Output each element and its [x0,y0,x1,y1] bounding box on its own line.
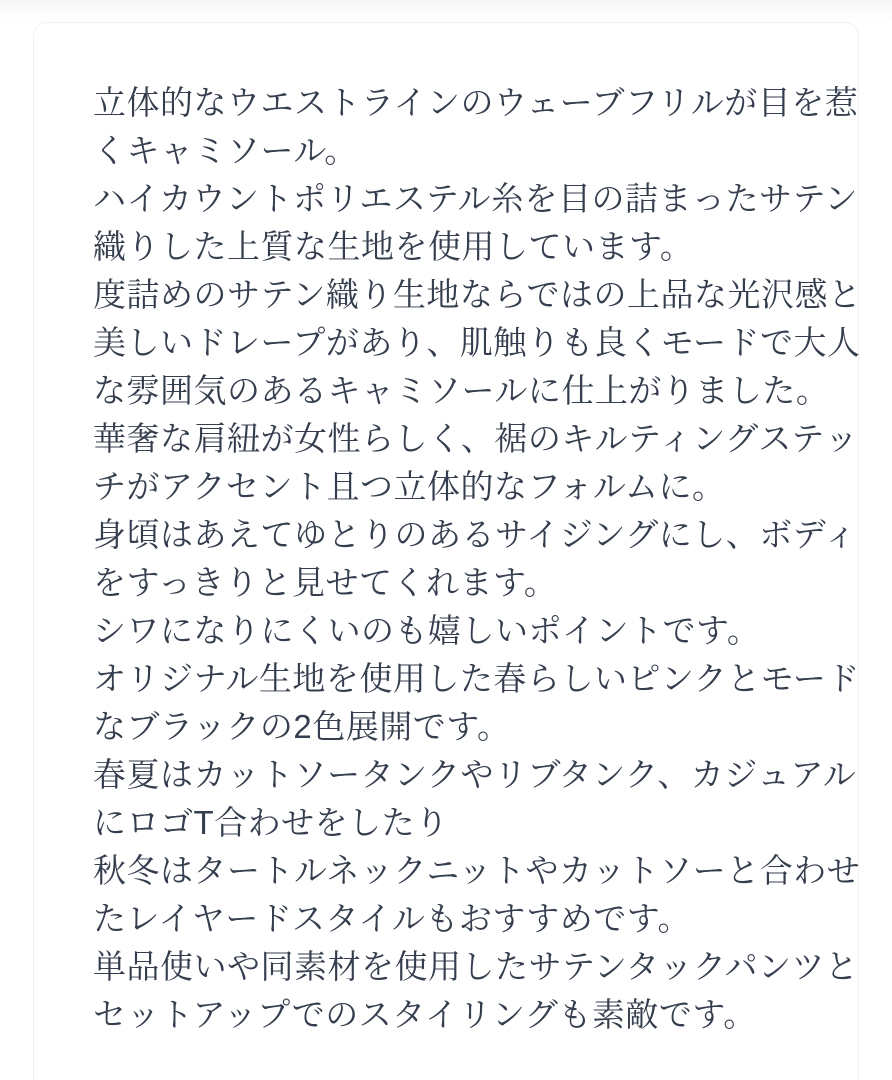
description-line: をすっきりと見せてくれます。 [93,564,558,601]
description-line: セットアップでのスタイリングも素敵です。 [93,996,757,1033]
description-line: 織りした上質な生地を使用しています。 [93,228,694,265]
description-line: 春夏はカットソータンクやリブタンク、カジュアル [93,756,857,793]
description-line: 立体的なウエストラインのウェーブフリルが目を惹 [93,84,859,121]
description-line: な雰囲気のあるキャミソールに仕上がりました。 [93,372,830,409]
description-line: 度詰めのサテン織り生地ならではの上品な光沢感と [93,276,862,313]
description-line: くキャミソール。 [93,132,358,169]
description-line: 美しいドレープがあり、肌触りも良くモードで大人 [93,324,861,361]
description-line: オリジナル生地を使用した春らしいピンクとモード [93,660,860,697]
description-line: シワになりにくいのも嬉しいポイントです。 [93,612,761,649]
product-description-text [34,23,862,1039]
page-top-strip [0,0,892,24]
description-line: 華奢な肩紐が女性らしく、裾のキルティングステッ [93,420,859,457]
description-line: たレイヤードスタイルもおすすめです。 [93,900,692,937]
description-line: 身頃はあえてゆとりのあるサイジングにし、ボディ [93,516,858,553]
description-line: にロゴT合わせをしたり [93,804,449,841]
product-description-card [33,22,862,1080]
description-line: 単品使いや同素材を使用したサテンタックパンツと [93,948,859,985]
description-line: なブラックの2色展開です。 [93,708,511,745]
description-line: チがアクセント且つ立体的なフォルムに。 [93,468,726,505]
description-line: ハイカウントポリエステル糸を目の詰まったサテン [93,180,858,217]
description-line: 秋冬はタートルネックニットやカットソーと合わせ [93,852,861,889]
